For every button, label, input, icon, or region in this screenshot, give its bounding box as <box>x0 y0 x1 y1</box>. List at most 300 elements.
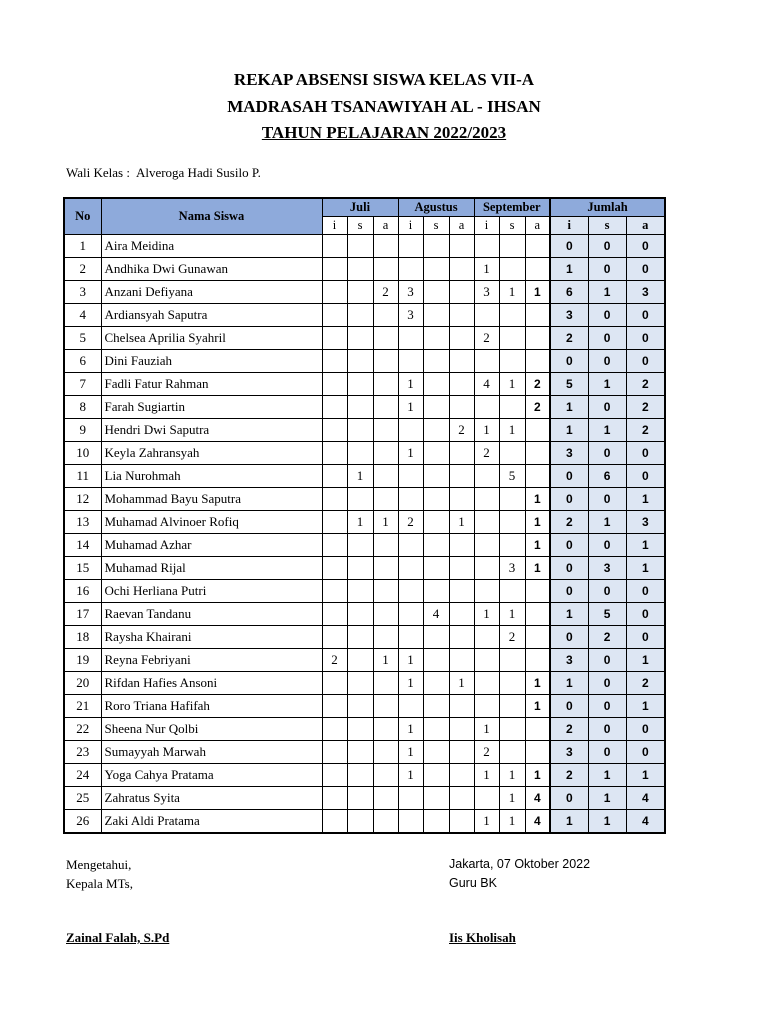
cell-agustus-s <box>423 534 449 557</box>
cell-student-name: Muhamad Rijal <box>101 557 322 580</box>
cell-agustus-i <box>398 695 423 718</box>
cell-jumlah-a: 0 <box>626 442 665 465</box>
cell-agustus-a <box>449 235 474 258</box>
cell-september-a: 2 <box>525 373 550 396</box>
cell-september-s <box>499 672 525 695</box>
cell-agustus-a <box>449 442 474 465</box>
cell-jumlah-a: 0 <box>626 626 665 649</box>
cell-jumlah-s: 0 <box>588 741 626 764</box>
cell-agustus-a <box>449 258 474 281</box>
cell-jumlah-s: 6 <box>588 465 626 488</box>
cell-september-i <box>474 534 499 557</box>
cell-jumlah-i: 0 <box>550 488 588 511</box>
table-row <box>64 465 665 488</box>
cell-september-s: 1 <box>499 281 525 304</box>
cell-september-i: 3 <box>474 281 499 304</box>
cell-jumlah-i: 1 <box>550 396 588 419</box>
cell-september-i: 1 <box>474 419 499 442</box>
cell-juli-a <box>373 304 398 327</box>
cell-september-i <box>474 672 499 695</box>
cell-september-i <box>474 304 499 327</box>
cell-agustus-i: 1 <box>398 741 423 764</box>
cell-jumlah-a: 1 <box>626 695 665 718</box>
cell-jumlah-i: 0 <box>550 235 588 258</box>
cell-jumlah-s: 1 <box>588 764 626 787</box>
cell-jumlah-a: 3 <box>626 281 665 304</box>
subheader-juli-a: a <box>373 217 398 235</box>
cell-no: 17 <box>64 603 101 626</box>
attendance-table <box>63 197 666 834</box>
cell-jumlah-i: 1 <box>550 672 588 695</box>
cell-no: 22 <box>64 718 101 741</box>
table-row <box>64 810 665 834</box>
cell-agustus-i <box>398 787 423 810</box>
cell-september-a: 4 <box>525 787 550 810</box>
subheader-juli-s: s <box>347 217 373 235</box>
cell-agustus-s <box>423 258 449 281</box>
cell-student-name: Yoga Cahya Pratama <box>101 764 322 787</box>
cell-juli-s <box>347 557 373 580</box>
cell-no: 20 <box>64 672 101 695</box>
table-row <box>64 626 665 649</box>
cell-no: 26 <box>64 810 101 834</box>
cell-jumlah-s: 0 <box>588 534 626 557</box>
cell-jumlah-a: 4 <box>626 810 665 834</box>
cell-juli-s <box>347 649 373 672</box>
cell-agustus-a <box>449 350 474 373</box>
cell-agustus-s <box>423 695 449 718</box>
subheader-september-s: s <box>499 217 525 235</box>
cell-september-s <box>499 327 525 350</box>
cell-agustus-a <box>449 488 474 511</box>
cell-juli-i <box>322 419 347 442</box>
cell-agustus-i: 1 <box>398 764 423 787</box>
table-row <box>64 304 665 327</box>
cell-jumlah-i: 3 <box>550 741 588 764</box>
cell-september-s: 1 <box>499 419 525 442</box>
cell-juli-s <box>347 787 373 810</box>
cell-no: 21 <box>64 695 101 718</box>
cell-jumlah-s: 0 <box>588 327 626 350</box>
cell-juli-i <box>322 465 347 488</box>
cell-juli-i <box>322 764 347 787</box>
cell-juli-s <box>347 764 373 787</box>
cell-agustus-a <box>449 373 474 396</box>
cell-student-name: Roro Triana Hafifah <box>101 695 322 718</box>
cell-agustus-i: 3 <box>398 304 423 327</box>
cell-juli-s <box>347 281 373 304</box>
cell-agustus-a <box>449 534 474 557</box>
header-month-juli: Juli <box>322 198 398 217</box>
cell-jumlah-i: 0 <box>550 787 588 810</box>
cell-juli-i <box>322 626 347 649</box>
cell-jumlah-a: 3 <box>626 511 665 534</box>
cell-juli-a <box>373 626 398 649</box>
cell-jumlah-s: 0 <box>588 718 626 741</box>
cell-juli-a <box>373 534 398 557</box>
cell-juli-a <box>373 396 398 419</box>
cell-agustus-s <box>423 718 449 741</box>
cell-september-i <box>474 695 499 718</box>
cell-september-s <box>499 718 525 741</box>
cell-jumlah-a: 2 <box>626 373 665 396</box>
cell-jumlah-a: 0 <box>626 603 665 626</box>
counselor-name: Iis Kholisah <box>449 930 516 945</box>
cell-no: 14 <box>64 534 101 557</box>
cell-jumlah-a: 1 <box>626 764 665 787</box>
cell-jumlah-i: 0 <box>550 580 588 603</box>
cell-juli-i <box>322 557 347 580</box>
cell-jumlah-a: 0 <box>626 258 665 281</box>
cell-juli-s <box>347 580 373 603</box>
cell-agustus-s <box>423 281 449 304</box>
cell-agustus-s <box>423 488 449 511</box>
cell-september-s <box>499 580 525 603</box>
cell-juli-s <box>347 695 373 718</box>
cell-agustus-s <box>423 810 449 834</box>
cell-september-i <box>474 580 499 603</box>
cell-agustus-a <box>449 304 474 327</box>
cell-no: 25 <box>64 787 101 810</box>
cell-student-name: Sumayyah Marwah <box>101 741 322 764</box>
cell-september-s <box>499 258 525 281</box>
cell-agustus-a <box>449 603 474 626</box>
cell-agustus-a <box>449 649 474 672</box>
cell-jumlah-i: 5 <box>550 373 588 396</box>
cell-jumlah-a: 2 <box>626 396 665 419</box>
cell-jumlah-a: 1 <box>626 649 665 672</box>
cell-jumlah-i: 0 <box>550 557 588 580</box>
cell-september-a: 1 <box>525 534 550 557</box>
cell-no: 15 <box>64 557 101 580</box>
cell-september-s <box>499 396 525 419</box>
cell-agustus-s <box>423 649 449 672</box>
subheader-september-a: a <box>525 217 550 235</box>
acknowledged-label: Mengetahui, <box>66 857 132 872</box>
cell-september-s: 5 <box>499 465 525 488</box>
cell-juli-i <box>322 534 347 557</box>
cell-jumlah-s: 1 <box>588 787 626 810</box>
table-row <box>64 557 665 580</box>
cell-jumlah-a: 0 <box>626 580 665 603</box>
cell-agustus-s <box>423 235 449 258</box>
cell-juli-a <box>373 718 398 741</box>
cell-jumlah-a: 2 <box>626 672 665 695</box>
cell-jumlah-s: 1 <box>588 511 626 534</box>
cell-juli-s <box>347 396 373 419</box>
cell-jumlah-s: 0 <box>588 304 626 327</box>
cell-no: 8 <box>64 396 101 419</box>
cell-student-name: Ochi Herliana Putri <box>101 580 322 603</box>
cell-september-a <box>525 580 550 603</box>
table-row <box>64 419 665 442</box>
cell-jumlah-i: 1 <box>550 603 588 626</box>
signature-right <box>449 855 590 893</box>
cell-september-a: 4 <box>525 810 550 834</box>
cell-agustus-a <box>449 695 474 718</box>
cell-agustus-i <box>398 488 423 511</box>
cell-agustus-a: 2 <box>449 419 474 442</box>
table-row <box>64 396 665 419</box>
cell-juli-i <box>322 672 347 695</box>
cell-juli-a: 1 <box>373 649 398 672</box>
table-row <box>64 511 665 534</box>
cell-no: 18 <box>64 626 101 649</box>
cell-juli-i <box>322 304 347 327</box>
cell-september-i <box>474 649 499 672</box>
cell-september-s: 3 <box>499 557 525 580</box>
table-row <box>64 258 665 281</box>
table-row <box>64 741 665 764</box>
cell-no: 13 <box>64 511 101 534</box>
cell-jumlah-a: 0 <box>626 327 665 350</box>
cell-september-a: 2 <box>525 396 550 419</box>
cell-september-a <box>525 741 550 764</box>
cell-jumlah-i: 1 <box>550 258 588 281</box>
cell-september-a: 1 <box>525 764 550 787</box>
cell-student-name: Mohammad Bayu Saputra <box>101 488 322 511</box>
cell-agustus-s <box>423 442 449 465</box>
cell-september-s: 2 <box>499 626 525 649</box>
cell-agustus-i <box>398 534 423 557</box>
cell-jumlah-i: 0 <box>550 534 588 557</box>
cell-september-a <box>525 327 550 350</box>
cell-september-s <box>499 350 525 373</box>
cell-agustus-i: 1 <box>398 373 423 396</box>
cell-september-i: 2 <box>474 442 499 465</box>
cell-juli-s <box>347 304 373 327</box>
cell-agustus-s <box>423 787 449 810</box>
cell-jumlah-i: 1 <box>550 419 588 442</box>
table-row <box>64 350 665 373</box>
cell-jumlah-a: 2 <box>626 419 665 442</box>
cell-no: 9 <box>64 419 101 442</box>
cell-juli-a: 1 <box>373 511 398 534</box>
cell-juli-a <box>373 488 398 511</box>
cell-agustus-a <box>449 281 474 304</box>
cell-jumlah-s: 1 <box>588 419 626 442</box>
cell-agustus-i <box>398 419 423 442</box>
cell-september-i <box>474 511 499 534</box>
subheader-agustus-i: i <box>398 217 423 235</box>
cell-student-name: Raysha Khairani <box>101 626 322 649</box>
cell-juli-a <box>373 350 398 373</box>
cell-agustus-i <box>398 603 423 626</box>
cell-juli-i <box>322 580 347 603</box>
cell-agustus-a <box>449 787 474 810</box>
cell-september-i: 1 <box>474 258 499 281</box>
cell-agustus-a: 1 <box>449 511 474 534</box>
cell-juli-s: 1 <box>347 511 373 534</box>
cell-juli-s <box>347 626 373 649</box>
cell-juli-s <box>347 488 373 511</box>
cell-jumlah-s: 5 <box>588 603 626 626</box>
cell-juli-i <box>322 603 347 626</box>
document-title: REKAP ABSENSI SISWA KELAS VII-A <box>233 70 535 89</box>
cell-september-i: 2 <box>474 741 499 764</box>
table-row <box>64 373 665 396</box>
cell-juli-a <box>373 580 398 603</box>
cell-juli-a <box>373 764 398 787</box>
cell-juli-a <box>373 327 398 350</box>
cell-agustus-a <box>449 810 474 834</box>
table-row <box>64 534 665 557</box>
table-row <box>64 580 665 603</box>
cell-no: 10 <box>64 442 101 465</box>
cell-september-a: 1 <box>525 281 550 304</box>
cell-jumlah-i: 0 <box>550 626 588 649</box>
counselor-title: Guru BK <box>449 876 497 890</box>
cell-jumlah-s: 0 <box>588 672 626 695</box>
cell-juli-i <box>322 718 347 741</box>
cell-student-name: Muhamad Alvinoer Rofiq <box>101 511 322 534</box>
place-date: Jakarta, 07 Oktober 2022 <box>449 857 591 871</box>
cell-september-s <box>499 488 525 511</box>
cell-jumlah-i: 2 <box>550 764 588 787</box>
cell-agustus-i: 1 <box>398 718 423 741</box>
homeroom-teacher <box>66 165 261 181</box>
cell-jumlah-s: 0 <box>588 235 626 258</box>
table-row <box>64 281 665 304</box>
principal-name: Zainal Falah, S.Pd <box>66 930 170 945</box>
cell-agustus-i: 3 <box>398 281 423 304</box>
cell-september-a <box>525 350 550 373</box>
cell-september-a <box>525 442 550 465</box>
cell-juli-s <box>347 603 373 626</box>
cell-juli-s <box>347 235 373 258</box>
cell-september-i: 1 <box>474 764 499 787</box>
cell-no: 11 <box>64 465 101 488</box>
cell-agustus-a: 1 <box>449 672 474 695</box>
cell-agustus-s <box>423 465 449 488</box>
cell-september-a <box>525 235 550 258</box>
cell-juli-i <box>322 281 347 304</box>
cell-agustus-i: 1 <box>398 649 423 672</box>
cell-student-name: Ardiansyah Saputra <box>101 304 322 327</box>
cell-jumlah-i: 6 <box>550 281 588 304</box>
cell-agustus-a <box>449 465 474 488</box>
cell-juli-a <box>373 442 398 465</box>
cell-juli-a <box>373 465 398 488</box>
cell-no: 3 <box>64 281 101 304</box>
cell-jumlah-a: 0 <box>626 350 665 373</box>
cell-juli-s <box>347 741 373 764</box>
cell-agustus-i <box>398 350 423 373</box>
cell-juli-a <box>373 235 398 258</box>
cell-agustus-i: 1 <box>398 442 423 465</box>
cell-juli-s <box>347 718 373 741</box>
cell-student-name: Lia Nurohmah <box>101 465 322 488</box>
cell-juli-i <box>322 787 347 810</box>
cell-september-i: 4 <box>474 373 499 396</box>
cell-jumlah-i: 2 <box>550 327 588 350</box>
table-row <box>64 603 665 626</box>
header-month-september: September <box>474 198 550 217</box>
cell-juli-i <box>322 373 347 396</box>
cell-juli-i <box>322 258 347 281</box>
cell-agustus-a <box>449 580 474 603</box>
subheader-jumlah-a: a <box>626 217 665 235</box>
cell-student-name: Reyna Febriyani <box>101 649 322 672</box>
cell-agustus-i: 1 <box>398 672 423 695</box>
cell-september-i: 2 <box>474 327 499 350</box>
cell-agustus-a <box>449 764 474 787</box>
cell-september-i <box>474 488 499 511</box>
cell-agustus-a <box>449 626 474 649</box>
table-row <box>64 718 665 741</box>
cell-jumlah-a: 0 <box>626 465 665 488</box>
cell-agustus-i: 2 <box>398 511 423 534</box>
cell-september-i <box>474 396 499 419</box>
cell-jumlah-i: 2 <box>550 718 588 741</box>
cell-september-s <box>499 442 525 465</box>
cell-september-s <box>499 304 525 327</box>
cell-juli-i <box>322 396 347 419</box>
cell-agustus-s <box>423 327 449 350</box>
cell-juli-a <box>373 810 398 834</box>
cell-juli-a <box>373 695 398 718</box>
cell-september-a: 1 <box>525 488 550 511</box>
cell-agustus-a <box>449 718 474 741</box>
cell-jumlah-a: 0 <box>626 304 665 327</box>
cell-juli-s <box>347 258 373 281</box>
cell-juli-a <box>373 557 398 580</box>
cell-student-name: Zahratus Syita <box>101 787 322 810</box>
table-row <box>64 327 665 350</box>
cell-agustus-s <box>423 419 449 442</box>
cell-jumlah-a: 4 <box>626 787 665 810</box>
cell-september-a: 1 <box>525 695 550 718</box>
cell-jumlah-i: 3 <box>550 649 588 672</box>
cell-juli-a <box>373 787 398 810</box>
cell-student-name: Muhamad Azhar <box>101 534 322 557</box>
cell-no: 19 <box>64 649 101 672</box>
cell-september-s <box>499 511 525 534</box>
cell-juli-i <box>322 741 347 764</box>
cell-juli-i <box>322 695 347 718</box>
header-jumlah: Jumlah <box>550 198 665 217</box>
cell-no: 2 <box>64 258 101 281</box>
cell-student-name: Farah Sugiartin <box>101 396 322 419</box>
cell-juli-i: 2 <box>322 649 347 672</box>
header-name: Nama Siswa <box>101 198 322 235</box>
cell-student-name: Anzani Defiyana <box>101 281 322 304</box>
cell-jumlah-s: 0 <box>588 488 626 511</box>
cell-juli-i <box>322 235 347 258</box>
subheader-september-i: i <box>474 217 499 235</box>
homeroom-name: Alveroga Hadi Susilo P. <box>135 165 261 180</box>
cell-jumlah-s: 1 <box>588 810 626 834</box>
cell-september-a <box>525 465 550 488</box>
cell-september-i <box>474 626 499 649</box>
cell-september-s: 1 <box>499 603 525 626</box>
cell-agustus-s <box>423 373 449 396</box>
cell-no: 7 <box>64 373 101 396</box>
cell-juli-i <box>322 810 347 834</box>
cell-agustus-i <box>398 810 423 834</box>
cell-september-i <box>474 557 499 580</box>
cell-juli-s <box>347 373 373 396</box>
cell-jumlah-i: 0 <box>550 695 588 718</box>
cell-september-i <box>474 787 499 810</box>
cell-student-name: Hendri Dwi Saputra <box>101 419 322 442</box>
cell-agustus-s: 4 <box>423 603 449 626</box>
cell-no: 5 <box>64 327 101 350</box>
cell-no: 23 <box>64 741 101 764</box>
cell-september-s <box>499 741 525 764</box>
cell-juli-i <box>322 511 347 534</box>
school-name: MADRASAH TSANAWIYAH AL - IHSAN <box>227 97 541 116</box>
